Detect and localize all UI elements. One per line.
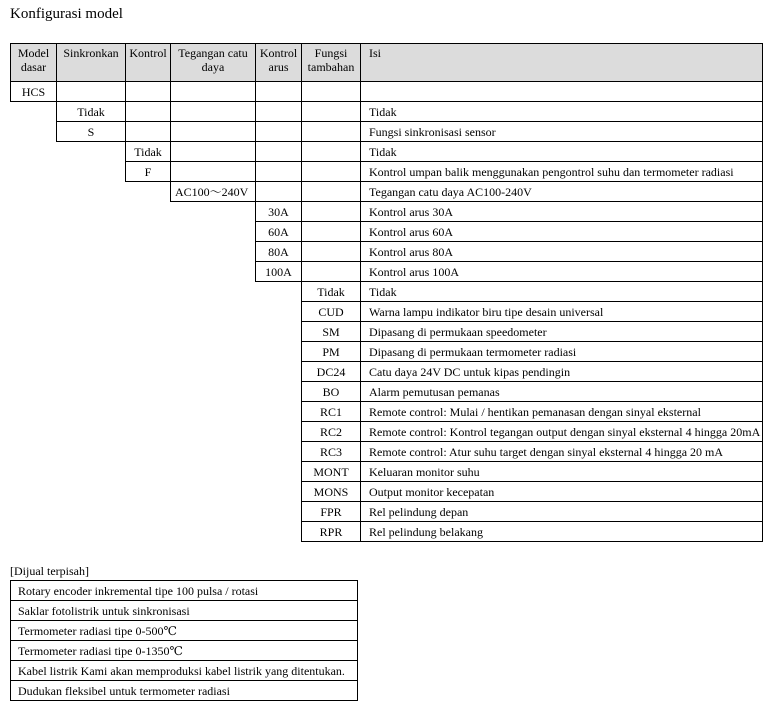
option-code: MONT: [302, 462, 361, 482]
separate-item: Saklar fotolistrik untuk sinkronisasi: [11, 601, 358, 621]
model-configuration-table: [10, 43, 763, 542]
table-row: [11, 581, 358, 601]
option-code: CUD: [302, 302, 361, 322]
table-row: [11, 442, 763, 462]
option-desc: Rel pelindung depan: [361, 502, 763, 522]
option-code: DC24: [302, 362, 361, 382]
option-code: Tidak: [302, 282, 361, 302]
table-row: [11, 182, 763, 202]
table-row: [11, 621, 358, 641]
option-code: F: [126, 162, 171, 182]
option-code: BO: [302, 382, 361, 402]
option-code: AC100～240V: [171, 182, 256, 202]
option-desc: Kontrol arus 30A: [361, 202, 763, 222]
option-desc: Kontrol umpan balik menggunakan pengontrol suhu dan termometer radiasi: [361, 162, 763, 182]
separate-item: Kabel listrik Kami akan memproduksi kabel listrik yang ditentukan.: [11, 661, 358, 681]
separate-sale-title: [Dijual terpisah]: [10, 564, 89, 578]
table-row: [11, 601, 358, 621]
option-code: RC1: [302, 402, 361, 422]
option-code: RC2: [302, 422, 361, 442]
option-code: RPR: [302, 522, 361, 542]
option-desc: Alarm pemutusan pemanas: [361, 382, 763, 402]
option-code: RC3: [302, 442, 361, 462]
table-row: [11, 162, 763, 182]
table-row: [11, 282, 763, 302]
table-row: [11, 322, 763, 342]
header-tegangan: Tegangan catu daya: [171, 44, 256, 82]
header-sync: Sinkronkan: [57, 44, 126, 82]
option-desc: Dipasang di permukaan termometer radiasi: [361, 342, 763, 362]
option-code: S: [57, 122, 126, 142]
separate-item: Rotary encoder inkremental tipe 100 pulsa / rotasi: [11, 581, 358, 601]
table-row: [11, 202, 763, 222]
table-row: [11, 422, 763, 442]
option-desc: Fungsi sinkronisasi sensor: [361, 122, 763, 142]
table-row: [11, 661, 358, 681]
table-row: [11, 681, 358, 701]
table-row: [11, 482, 763, 502]
header-model: Model dasar: [11, 44, 57, 82]
option-desc: Warna lampu indikator biru tipe desain universal: [361, 302, 763, 322]
option-desc: Output monitor kecepatan: [361, 482, 763, 502]
table-row: [11, 641, 358, 661]
table-row: [11, 262, 763, 282]
option-code: 100A: [256, 262, 302, 282]
option-desc: Tidak: [361, 142, 763, 162]
separate-item: Dudukan fleksibel untuk termometer radiasi: [11, 681, 358, 701]
header-kontrol: Kontrol: [126, 44, 171, 82]
option-code: Tidak: [126, 142, 171, 162]
option-desc: Remote control: Kontrol tegangan output dengan sinyal eksternal 4 hingga 20mA: [361, 422, 763, 442]
separate-sale-table: [10, 580, 358, 701]
option-desc: Dipasang di permukaan speedometer: [361, 322, 763, 342]
table-row: [11, 342, 763, 362]
table-row: [11, 222, 763, 242]
option-code: FPR: [302, 502, 361, 522]
option-desc: Kontrol arus 60A: [361, 222, 763, 242]
header-fungsi: Fungsi tambahan: [302, 44, 361, 82]
separate-item: Termometer radiasi tipe 0-500℃: [11, 621, 358, 641]
separate-item: Termometer radiasi tipe 0-1350℃: [11, 641, 358, 661]
option-desc: Remote control: Atur suhu target dengan sinyal eksternal 4 hingga 20 mA: [361, 442, 763, 462]
table-row: [11, 122, 763, 142]
header-isi: Isi: [361, 44, 763, 82]
table-row: [11, 82, 763, 102]
option-desc: Tidak: [361, 282, 763, 302]
option-code: 30A: [256, 202, 302, 222]
option-code: 80A: [256, 242, 302, 262]
table-row: [11, 462, 763, 482]
table-row: [11, 362, 763, 382]
option-desc: Rel pelindung belakang: [361, 522, 763, 542]
table-row: [11, 102, 763, 122]
option-code: 60A: [256, 222, 302, 242]
header-row: [11, 44, 763, 82]
option-desc: Catu daya 24V DC untuk kipas pendingin: [361, 362, 763, 382]
header-arus: Kontrol arus: [256, 44, 302, 82]
option-code: PM: [302, 342, 361, 362]
model-cell: HCS: [11, 82, 57, 102]
table-row: [11, 502, 763, 522]
option-code: Tidak: [57, 102, 126, 122]
table-row: [11, 242, 763, 262]
option-desc: Tegangan catu daya AC100-240V: [361, 182, 763, 202]
table-row: [11, 302, 763, 322]
option-desc: Kontrol arus 80A: [361, 242, 763, 262]
option-desc: Kontrol arus 100A: [361, 262, 763, 282]
table-row: [11, 402, 763, 422]
option-desc: Remote control: Mulai / hentikan pemanasan dengan sinyal eksternal: [361, 402, 763, 422]
table-row: [11, 522, 763, 542]
option-desc: Keluaran monitor suhu: [361, 462, 763, 482]
option-desc: Tidak: [361, 102, 763, 122]
option-code: MONS: [302, 482, 361, 502]
option-code: SM: [302, 322, 361, 342]
table-row: [11, 382, 763, 402]
page-title: Konfigurasi model: [10, 6, 123, 22]
table-row: [11, 142, 763, 162]
